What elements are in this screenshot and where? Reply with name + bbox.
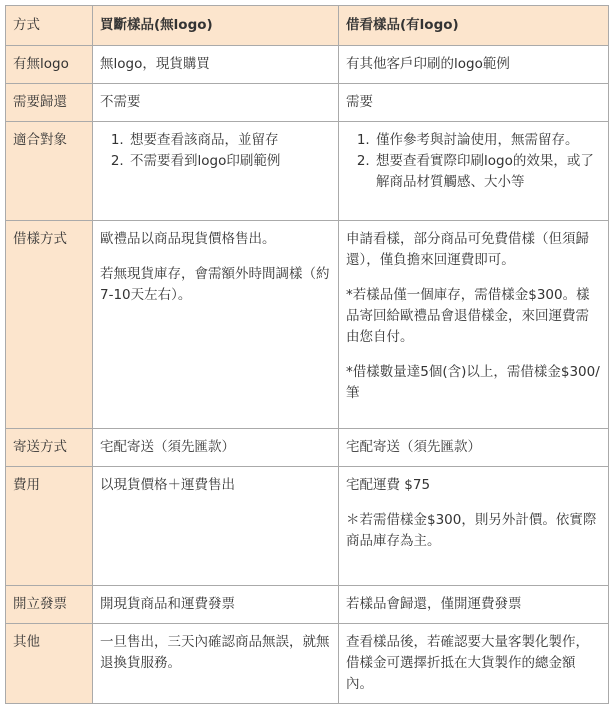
borrow-cell xyxy=(339,624,609,704)
table-row xyxy=(6,84,609,122)
cell-text: 以現貨價格＋運費售出 xyxy=(100,477,235,493)
header-purchase-sample: 買斷樣品(無logo) xyxy=(93,6,339,46)
cell-text: 一旦售出，三天內確認商品無誤，就無退換貨服務。 xyxy=(100,634,330,671)
row-label: 借樣方式 xyxy=(6,221,93,429)
numbered-list xyxy=(346,130,602,193)
cell-text: 若樣品會歸還，僅開運費發票 xyxy=(346,596,522,612)
cell-text: 不需要 xyxy=(100,94,141,110)
cell-text: 查看樣品後，若確認要大量客製化製作，借樣金可選擇折抵在大貨製作的總金額內。 xyxy=(346,634,589,692)
header-row xyxy=(6,6,609,46)
purchase-cell xyxy=(93,586,339,624)
purchase-cell xyxy=(93,122,339,221)
list-item: 1. 想要查看該商品，並留存 xyxy=(128,130,332,151)
cell-text: 宅配寄送（須先匯款） xyxy=(100,439,235,455)
table-row xyxy=(6,586,609,624)
cell-text: 開現貨商品和運費發票 xyxy=(100,596,235,612)
row-label: 寄送方式 xyxy=(6,429,93,467)
cell-text: 宅配寄送（須先匯款） xyxy=(346,439,481,455)
table-row xyxy=(6,46,609,84)
table-row xyxy=(6,467,609,586)
purchase-cell xyxy=(93,429,339,467)
borrow-cell xyxy=(339,586,609,624)
table-row xyxy=(6,122,609,221)
row-label: 其他 xyxy=(6,624,93,704)
purchase-cell xyxy=(93,624,339,704)
borrow-cell xyxy=(339,84,609,122)
numbered-list xyxy=(100,130,332,172)
borrow-cell xyxy=(339,122,609,221)
borrow-cell xyxy=(339,221,609,429)
row-label: 費用 xyxy=(6,467,93,586)
header-method: 方式 xyxy=(6,6,93,46)
cell-text: 宅配運費 $75 xyxy=(346,477,431,493)
table-row xyxy=(6,221,609,429)
list-item: 2. 想要查看實際印刷logo的效果，或了解商品材質觸感、大小等 xyxy=(374,151,602,193)
cell-text: 若無現貨庫存，會需額外時間調樣（約7-10天左右）。 xyxy=(100,266,330,303)
purchase-cell xyxy=(93,467,339,586)
cell-text: 歐禮品以商品現貨價格售出。 xyxy=(100,231,276,247)
table-row xyxy=(6,624,609,704)
row-label: 需要歸還 xyxy=(6,84,93,122)
sample-comparison-table xyxy=(5,5,609,704)
cell-text: ＊若需借樣金$300，則另外計價。依實際商品庫存為主。 xyxy=(346,512,597,549)
list-item: 2. 不需要看到logo印刷範例 xyxy=(128,151,332,172)
purchase-cell xyxy=(93,221,339,429)
row-label: 適合對象 xyxy=(6,122,93,221)
table-row xyxy=(6,429,609,467)
cell-text: 申請看樣，部分商品可免費借樣（但須歸還），僅負擔來回運費即可。 xyxy=(346,231,589,268)
cell-text: 無logo，現貨購買 xyxy=(100,56,210,72)
cell-text: 有其他客戶印刷的logo範例 xyxy=(346,56,510,72)
cell-text: *借樣數量達5個(含)以上，需借樣金$300/筆 xyxy=(346,364,600,401)
page xyxy=(5,5,608,704)
cell-text: 需要 xyxy=(346,94,373,110)
borrow-cell xyxy=(339,429,609,467)
row-label: 開立發票 xyxy=(6,586,93,624)
purchase-cell xyxy=(93,46,339,84)
list-item: 1. 僅作參考與討論使用，無需留存。 xyxy=(374,130,602,151)
row-label: 有無logo xyxy=(6,46,93,84)
borrow-cell xyxy=(339,46,609,84)
cell-text: *若樣品僅一個庫存，需借樣金$300。樣品寄回給歐禮品會退借樣金，來回運費需由您自付。 xyxy=(346,287,590,345)
header-borrow-sample: 借看樣品(有logo) xyxy=(339,6,609,46)
purchase-cell xyxy=(93,84,339,122)
borrow-cell xyxy=(339,467,609,586)
